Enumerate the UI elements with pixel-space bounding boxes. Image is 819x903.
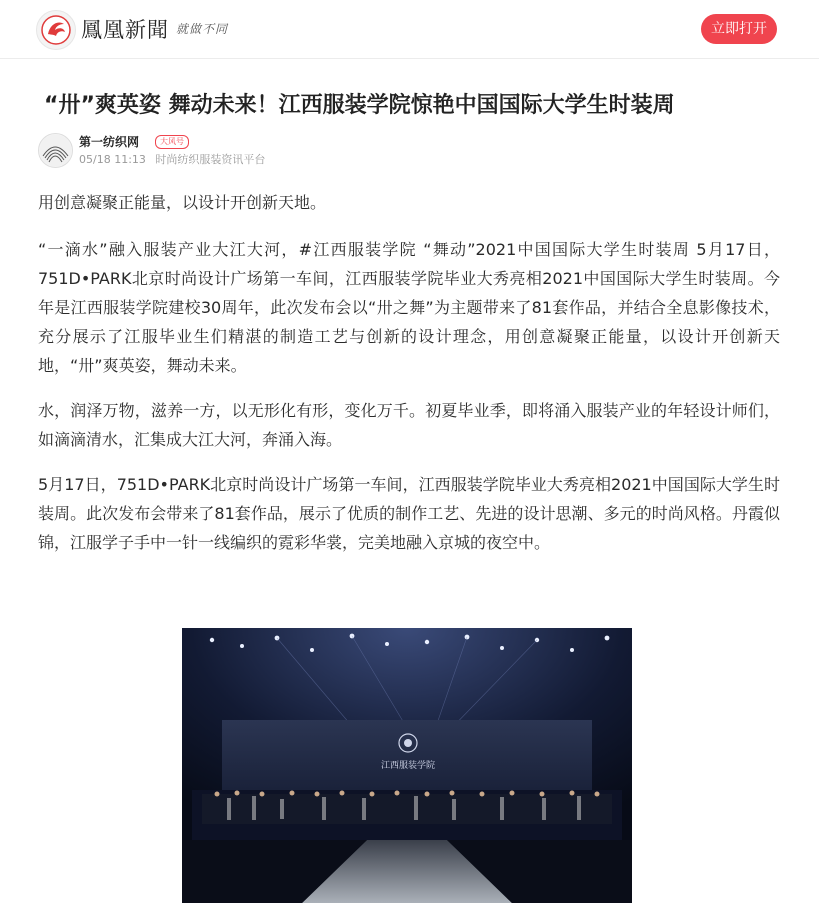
open-app-button[interactable]: 立即打开 [701,14,777,44]
brand-slogan: 就做不同 [176,22,229,36]
phoenix-logo-icon[interactable] [36,10,76,50]
author-badge: 大风号 [155,135,189,149]
author-name[interactable]: 第一纺织网 [79,135,140,149]
photo-screen-text: 江西服装学院 [380,761,436,771]
article-title: “卅”爽英姿 舞动未来！江西服装学院惊艳中国国际大学生时装周 [44,93,675,118]
article-body [38,188,780,573]
paragraph: 水，润泽万物，滋养一方，以无形化有形，变化万千。初夏毕业季，即将涌入服装产业的年轻设计师们，如滴滴清水，汇集成大江大河，奔涌入海。 [38,401,780,449]
paragraph: 5月17日，751D•PARK北京时尚设计广场第一车间，江西服装学院毕业大秀亮相2021中国国际大学生时装周。此次发布会带来了81套作品，展示了优质的制作工艺、先进的设计思潮、多元的时尚风格。丹霞似锦，江服学子手中一针一线编织的霓彩华裳，完美地融入京城的夜空中。 [38,475,780,552]
publish-date: 05/18 11:13 [79,153,146,166]
author-avatar-icon[interactable] [38,133,73,168]
article-meta [79,151,271,167]
article-photo[interactable] [182,628,632,903]
brand-name: 鳳凰新聞 [81,18,169,42]
paragraph: “一滴水”融入服装产业大江大河，#江西服装学院 “舞动”2021中国国际大学生时装周 5月17日，751D•PARK北京时尚设计广场第一车间，江西服装学院毕业大秀亮相2021中国国际大学生时装周。今年是江西服装学院建校30周年，此次发布会以“卅之舞”为主题带来了81套作品，并结合全息影像技术，充分展示了江服毕业生们精湛的制造工艺与创新的设计理念，用创意凝聚正能量，以设计开创新天地，“卅”爽英姿，舞动未来。 [38,240,780,375]
top-bar [0,0,819,59]
paragraph: 用创意凝聚正能量，以设计开创新天地。 [38,193,327,212]
source-description: 时尚纺织服装资讯平台 [155,153,266,166]
